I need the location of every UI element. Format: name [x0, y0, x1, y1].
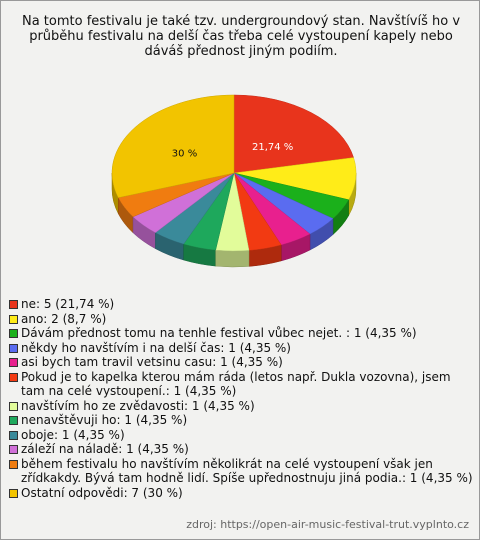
legend-item: [9, 428, 475, 443]
chart-title: Na tomto festivalu je také tzv. undergroundový stan. Navštívíš ho v průběhu festivalu na delší čas třeba celé vystoupení kapely nebo dáváš přednost jiným podiím.: [21, 14, 461, 59]
legend-swatch: [9, 489, 18, 498]
legend-item: [9, 341, 475, 356]
legend-label: nenavštěvuji ho: 1 (4,35 %): [21, 413, 188, 427]
legend-item: [9, 297, 475, 312]
legend-swatch: [9, 344, 18, 353]
legend-swatch: [9, 416, 18, 425]
legend-label: Pokud je to kapelka kterou mám ráda (letos např. Dukla vozovna), jsem tam na celé vystoupení.: 1 (4,35 %): [21, 369, 451, 398]
legend-item: [9, 355, 475, 370]
pie-chart: [1, 1, 479, 291]
legend-label: záleží na náladě: 1 (4,35 %): [21, 442, 189, 456]
legend-item: [9, 370, 475, 399]
legend-item: [9, 312, 475, 327]
legend-item: [9, 326, 475, 341]
legend-swatch: [9, 300, 18, 309]
legend-swatch: [9, 460, 18, 469]
legend-item: [9, 399, 475, 414]
legend-label: navštívím ho ze zvědavosti: 1 (4,35 %): [21, 398, 255, 413]
legend-swatch: [9, 315, 18, 324]
legend-item: [9, 442, 475, 457]
pie-label-0: 21,74 %: [251, 141, 294, 153]
legend-label: někdy ho navštívím i na delší čas: 1 (4,35 %): [21, 340, 291, 355]
legend-item: [9, 486, 475, 501]
pie-slice-side-6: [216, 250, 249, 267]
legend-label: ne: 5 (21,74 %): [21, 297, 115, 311]
source-note: zdroj: https://open-air-music-festival-trut.vyplnto.cz: [186, 518, 469, 531]
legend-label: oboje: 1 (4,35 %): [21, 427, 125, 442]
legend-swatch: [9, 402, 18, 411]
pie-label-11: 30 %: [171, 148, 198, 160]
legend-label: ano: 2 (8,7 %): [21, 311, 107, 326]
legend-label: asi bych tam travil vetsinu casu: 1 (4,35 %): [21, 355, 283, 369]
legend-swatch: [9, 373, 18, 382]
legend-swatch: [9, 445, 18, 454]
legend-swatch: [9, 431, 18, 440]
legend-swatch: [9, 358, 18, 367]
legend-label: Ostatní odpovědi: 7 (30 %): [21, 485, 183, 500]
legend-label: Dávám přednost tomu na tenhle festival vůbec nejet. : 1 (4,35 %): [21, 326, 417, 340]
legend-label: během festivalu ho navštívím několikrát na celé vystoupení však jen zřídkakdy. Bývá tam hodně lidí. Spíše upřednostnuju jiná podia.: 1 (4,35 %): [21, 456, 473, 485]
legend: [9, 297, 475, 500]
legend-swatch: [9, 329, 18, 338]
legend-item: [9, 457, 475, 486]
legend-item: [9, 413, 475, 428]
